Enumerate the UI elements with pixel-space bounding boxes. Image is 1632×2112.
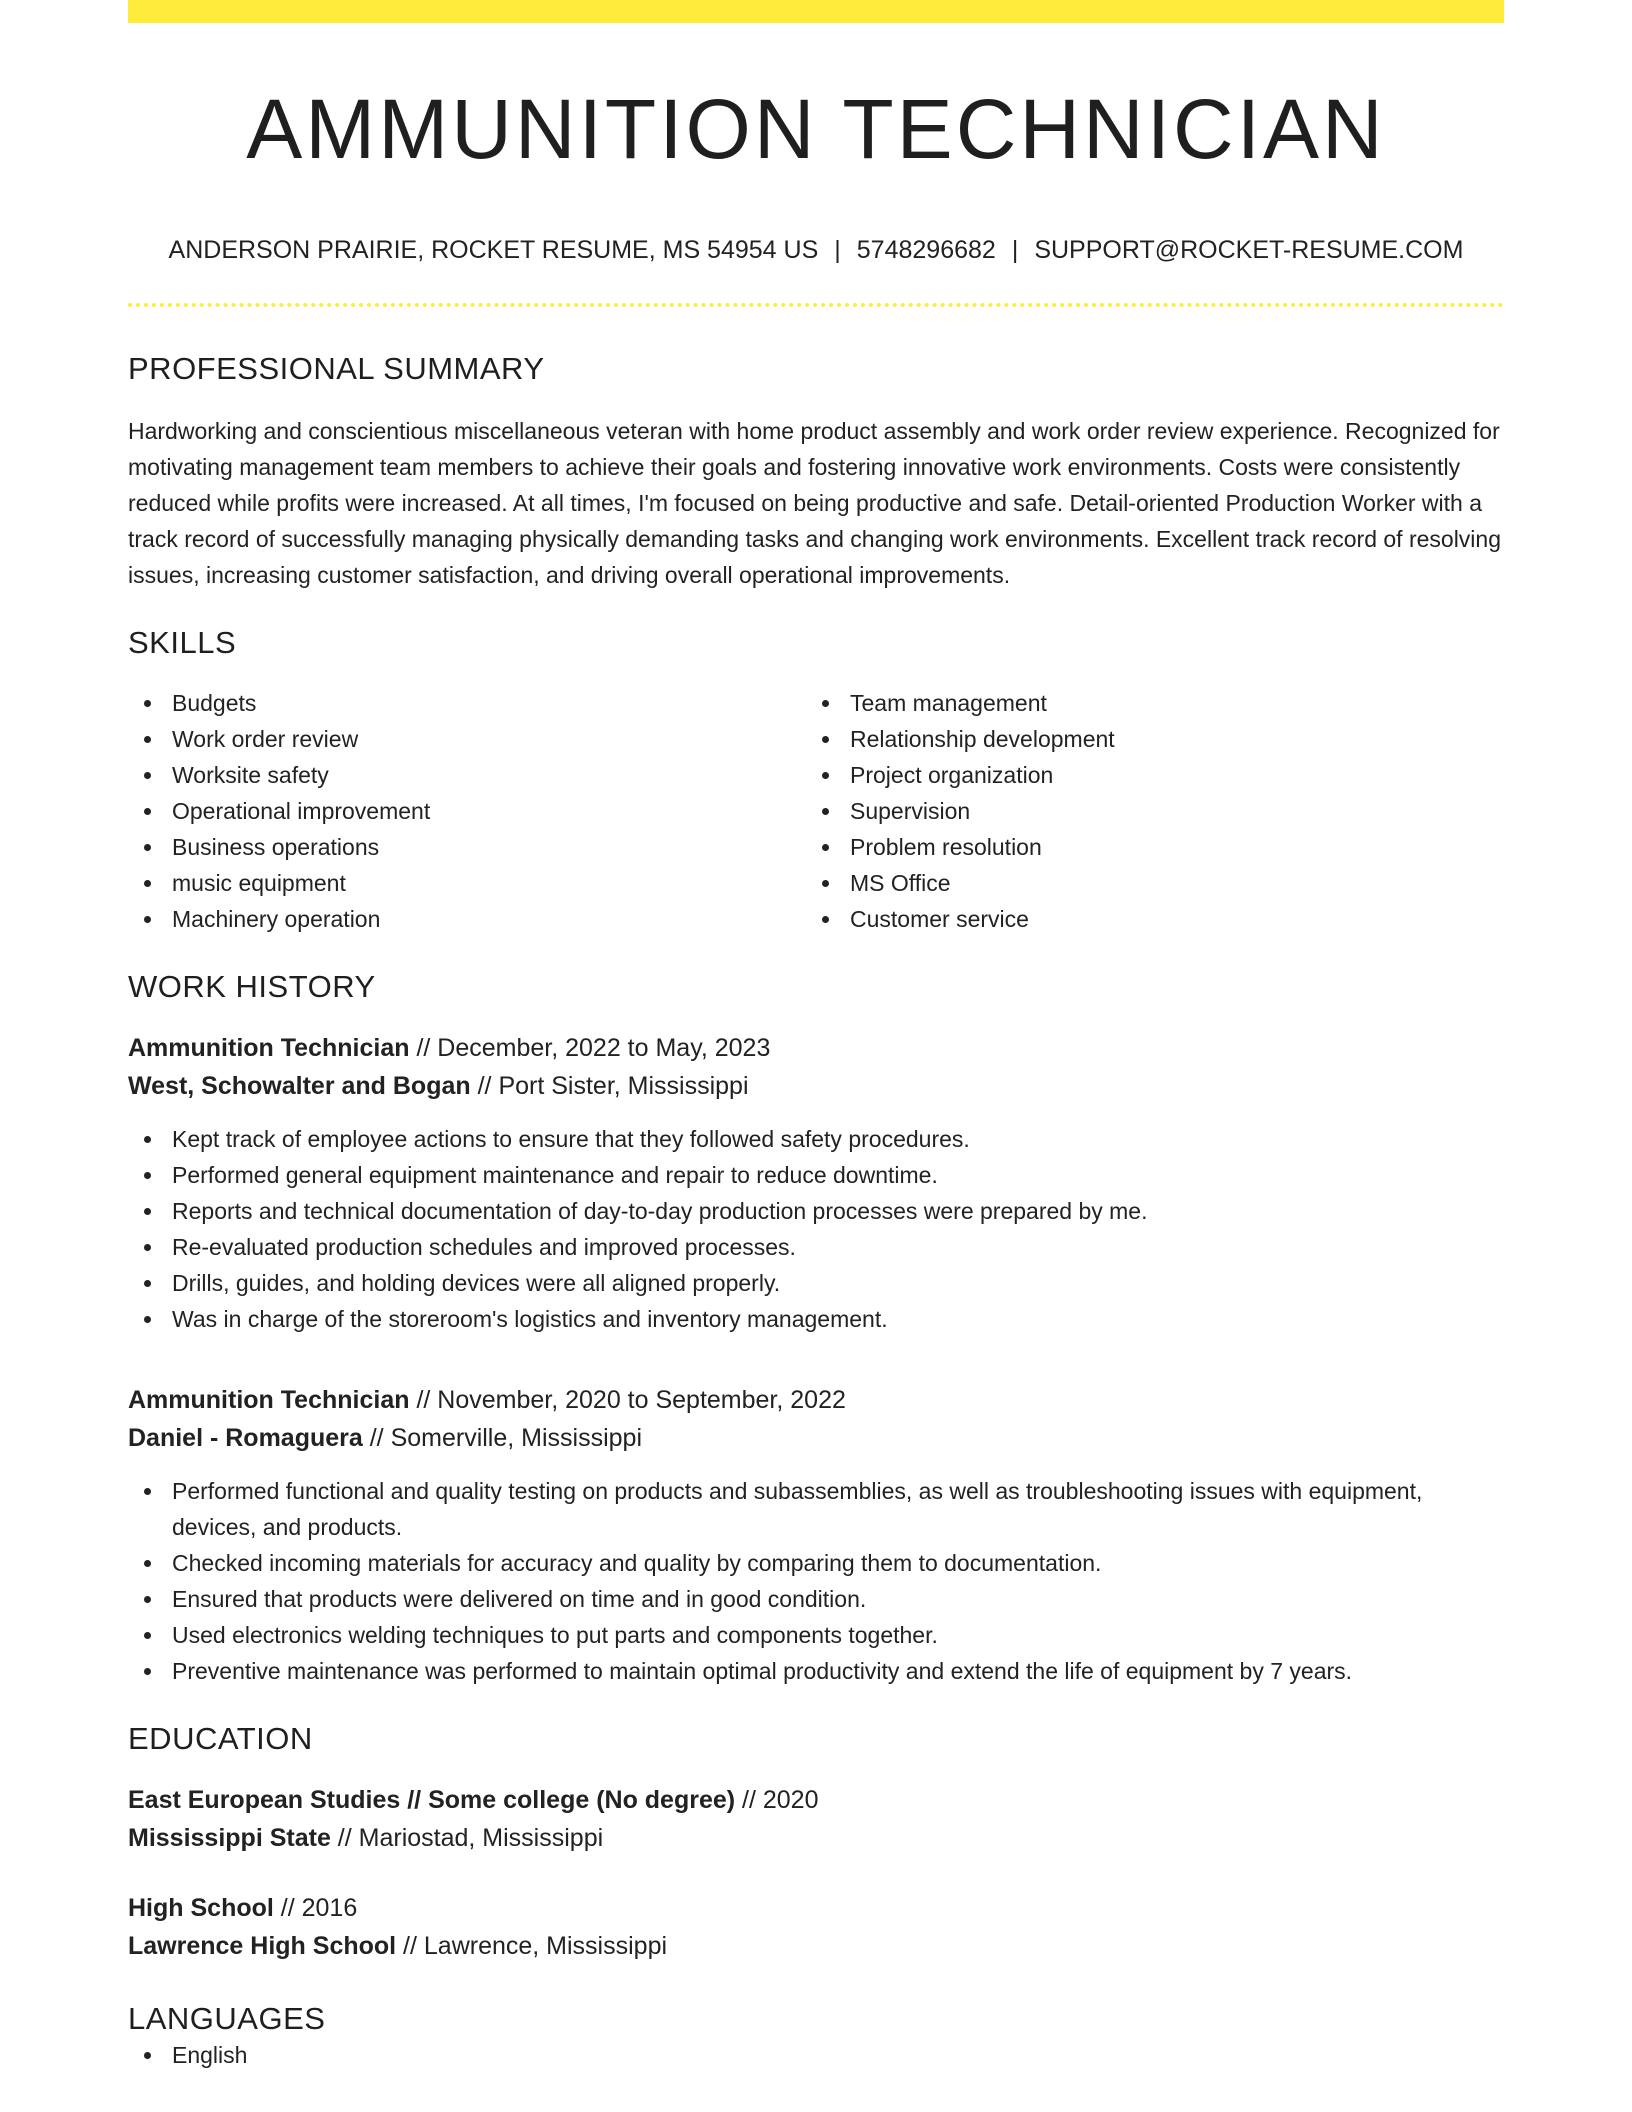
contact-separator: | [834, 236, 841, 265]
accent-bar [128, 0, 1504, 23]
duty-item: Checked incoming materials for accuracy and quality by comparing them to documentation. [128, 1545, 1504, 1581]
skill-item: Project organization [806, 757, 1484, 793]
duty-item: Kept track of employee actions to ensure that they followed safety procedures. [128, 1121, 1504, 1157]
job-company: Daniel - Romaguera [128, 1424, 363, 1453]
header-divider [128, 303, 1504, 307]
duty-item: Used electronics welding techniques to put parts and components together. [128, 1617, 1504, 1653]
contact-email: SUPPORT@ROCKET-RESUME.COM [1034, 236, 1464, 265]
education-degree: High School [128, 1894, 274, 1923]
education-school-line [128, 1819, 1504, 1857]
education-degree-line [128, 1889, 1504, 1927]
skills-right-column [806, 685, 1484, 937]
education-entry [128, 1781, 1504, 1857]
education-year: // 2020 [735, 1786, 819, 1815]
skill-item: Problem resolution [806, 829, 1484, 865]
skills-columns [128, 685, 1504, 937]
skill-item: Customer service [806, 901, 1484, 937]
work-history-heading: WORK HISTORY [128, 969, 376, 1005]
job-duties [128, 1473, 1504, 1689]
contact-separator: | [1011, 236, 1019, 265]
job-location: // Somerville, Mississippi [362, 1424, 643, 1453]
summary-text: Hardworking and conscientious miscellaneous veteran with home product assembly and work order review experience. Recognized for motivating management team members to achieve their goals and fostering innovative work environments. Costs were consistently reduced while profits were increased. At all times, I'm focused on being productive and safe. Detail-oriented Production Worker with a track record of successfully managing physically demanding tasks and changing work environments. Excellent track record of resolving issues, increasing customer satisfaction, and driving overall operational improvements. [128, 418, 1501, 589]
education-school-line [128, 1927, 1504, 1965]
job-entry [128, 1029, 1504, 1337]
skills-heading: SKILLS [128, 625, 237, 661]
education-degree-line [128, 1781, 1504, 1819]
duty-item: Preventive maintenance was performed to maintain optimal productivity and extend the life of equipment by 7 years. [128, 1653, 1504, 1689]
contact-phone: 5748296682 [856, 236, 996, 265]
education-heading: EDUCATION [128, 1721, 313, 1757]
skill-item: Machinery operation [128, 901, 806, 937]
job-duties [128, 1121, 1504, 1337]
duty-item: Drills, guides, and holding devices were all aligned properly. [128, 1265, 1504, 1301]
resume-title: AMMUNITION TECHNICIAN [246, 82, 1386, 176]
skills-left-column [128, 685, 806, 937]
job-title-line [128, 1029, 1504, 1067]
skill-item: Business operations [128, 829, 806, 865]
duty-item: Ensured that products were delivered on time and in good condition. [128, 1581, 1504, 1617]
languages-list [128, 2037, 1504, 2073]
job-role: Ammunition Technician [128, 1386, 410, 1415]
skill-item: music equipment [128, 865, 806, 901]
contact-line [128, 235, 1504, 265]
skill-item: MS Office [806, 865, 1484, 901]
job-role: Ammunition Technician [128, 1034, 410, 1063]
skill-item: Supervision [806, 793, 1484, 829]
duty-item: Reports and technical documentation of day-to-day production processes were prepared by me. [128, 1193, 1504, 1229]
job-dates: // December, 2022 to May, 2023 [409, 1034, 771, 1063]
duty-item: Re-evaluated production schedules and improved processes. [128, 1229, 1504, 1265]
skill-item: Team management [806, 685, 1484, 721]
language-item: English [128, 2037, 1504, 2073]
job-title-line [128, 1381, 1504, 1419]
job-company: West, Schowalter and Bogan [128, 1072, 471, 1101]
languages-heading: LANGUAGES [128, 2001, 326, 2037]
skill-item: Worksite safety [128, 757, 806, 793]
job-entry [128, 1381, 1504, 1689]
education-location: // Lawrence, Mississippi [396, 1932, 668, 1961]
education-school: Mississippi State [128, 1824, 331, 1853]
job-dates: // November, 2020 to September, 2022 [409, 1386, 846, 1415]
resume-page [128, 0, 1504, 2073]
education-year: // 2016 [273, 1894, 358, 1923]
job-location: // Port Sister, Mississippi [470, 1072, 749, 1101]
summary-heading: PROFESSIONAL SUMMARY [128, 351, 545, 387]
skill-item: Relationship development [806, 721, 1484, 757]
skill-item: Budgets [128, 685, 806, 721]
skill-item: Work order review [128, 721, 806, 757]
education-degree: East European Studies // Some college (No degree) [128, 1786, 736, 1815]
duty-item: Performed functional and quality testing on products and subassemblies, as well as troubleshooting issues with equipment, devices, and products. [128, 1473, 1504, 1545]
education-entry [128, 1889, 1504, 1965]
contact-address: ANDERSON PRAIRIE, ROCKET RESUME, MS 54954 US [168, 236, 819, 265]
education-school: Lawrence High School [128, 1932, 397, 1961]
duty-item: Performed general equipment maintenance and repair to reduce downtime. [128, 1157, 1504, 1193]
duty-item: Was in charge of the storeroom's logistics and inventory management. [128, 1301, 1504, 1337]
skill-item: Operational improvement [128, 793, 806, 829]
job-company-line [128, 1067, 1504, 1105]
education-location: // Mariostad, Mississippi [330, 1824, 604, 1853]
job-company-line [128, 1419, 1504, 1457]
